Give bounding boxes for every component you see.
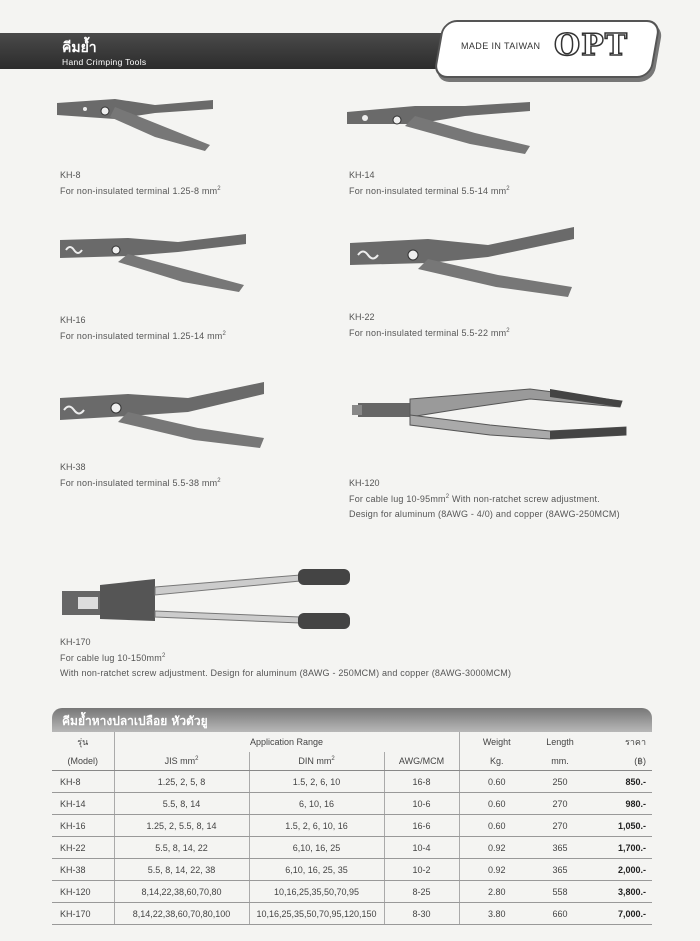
table-row bbox=[52, 859, 652, 881]
table-row bbox=[52, 793, 652, 815]
table-title: คีมย้ำหางปลาเปลือย หัวตัวยู bbox=[62, 714, 208, 728]
product-kh-38 bbox=[60, 460, 221, 491]
product-kh-170 bbox=[60, 635, 511, 681]
cell-length: 270 bbox=[534, 815, 586, 837]
cell-din: 6,10, 16, 25, 35 bbox=[249, 859, 384, 881]
table-row bbox=[52, 881, 652, 903]
table-row bbox=[52, 771, 652, 793]
product-kh-16 bbox=[60, 313, 226, 344]
cell-awg: 10-4 bbox=[384, 837, 459, 859]
cell-awg: 16-6 bbox=[384, 815, 459, 837]
cell-price: 3,800.- bbox=[586, 881, 652, 903]
cell-awg: 10-2 bbox=[384, 859, 459, 881]
cell-price: 1,700.- bbox=[586, 837, 652, 859]
cell-weight: 0.92 bbox=[459, 837, 534, 859]
cell-awg: 16-8 bbox=[384, 771, 459, 793]
product-description-line2: With non-ratchet screw adjustment. Design for aluminum (8AWG - 250MCM) and copper (8AWG-3000MCM) bbox=[60, 668, 512, 678]
col-header-model-th: รุ่น bbox=[77, 737, 89, 747]
table-row bbox=[52, 837, 652, 859]
cell-din: 1.5, 2, 6, 10, 16 bbox=[249, 815, 384, 837]
product-model: KH-170 bbox=[60, 637, 91, 647]
cell-model: KH-38 bbox=[52, 859, 114, 881]
kh-8-tool-image bbox=[55, 95, 220, 155]
col-header-price-unit: (฿) bbox=[586, 752, 652, 771]
cell-length: 250 bbox=[534, 771, 586, 793]
cell-awg: 8-25 bbox=[384, 881, 459, 903]
product-kh-8 bbox=[60, 168, 221, 199]
cell-length: 365 bbox=[534, 859, 586, 881]
cell-din: 10,16,25,35,50,70,95,120,150 bbox=[249, 903, 384, 925]
product-model: KH-8 bbox=[60, 170, 81, 180]
col-header-awg: AWG/MCM bbox=[384, 752, 459, 771]
kh-38-tool-image bbox=[58, 380, 268, 450]
col-header-application-range: Application Range bbox=[114, 732, 459, 752]
product-description-line2: Design for aluminum (8AWG - 4/0) and copper (8AWG-250MCM) bbox=[349, 509, 620, 519]
cell-length: 558 bbox=[534, 881, 586, 903]
cell-model: KH-120 bbox=[52, 881, 114, 903]
kh-170-tool-image bbox=[60, 565, 355, 635]
product-description: For non-insulated terminal 5.5-22 $mm^2$ bbox=[349, 328, 510, 338]
product-description: For non-insulated terminal 1.25-14 $mm^2$ bbox=[60, 331, 227, 341]
cell-din: 10,16,25,35,50,70,95 bbox=[249, 881, 384, 903]
cell-weight: 3.80 bbox=[459, 903, 534, 925]
cell-model: KH-170 bbox=[52, 903, 114, 925]
col-header-jis: JIS $mm^2$ bbox=[114, 752, 249, 771]
product-model: KH-38 bbox=[60, 462, 86, 472]
brand-logo: OPT bbox=[554, 28, 629, 63]
cell-jis: 1.25, 2, 5.5, 8, 14 bbox=[114, 815, 249, 837]
cell-model: KH-22 bbox=[52, 837, 114, 859]
cell-price: 2,000.- bbox=[586, 859, 652, 881]
product-description: For cable lug $10-150mm^2$ bbox=[60, 653, 166, 663]
cell-jis: 5.5, 8, 14, 22 bbox=[114, 837, 249, 859]
col-header-din: DIN $mm^2$ bbox=[249, 752, 384, 771]
cell-awg: 10-6 bbox=[384, 793, 459, 815]
cell-awg: 8-30 bbox=[384, 903, 459, 925]
page-title-thai: คีมย้ำ bbox=[62, 40, 97, 56]
product-model: KH-22 bbox=[349, 312, 375, 322]
product-model: KH-16 bbox=[60, 315, 86, 325]
cell-jis: 8,14,22,38,60,70,80 bbox=[114, 881, 249, 903]
cell-weight: 0.60 bbox=[459, 815, 534, 837]
product-description: For non-insulated terminal 5.5-38 $mm^2$ bbox=[60, 478, 221, 488]
spec-table bbox=[52, 732, 652, 925]
product-description: For non-insulated terminal 1.25-8 $mm^2$ bbox=[60, 186, 221, 196]
cell-price: 1,050.- bbox=[586, 815, 652, 837]
cell-model: KH-16 bbox=[52, 815, 114, 837]
cell-price: 850.- bbox=[586, 771, 652, 793]
cell-jis: 1.25, 2, 5, 8 bbox=[114, 771, 249, 793]
col-header-weight: Weight bbox=[459, 732, 534, 752]
product-kh-120 bbox=[349, 476, 620, 522]
table-row bbox=[52, 815, 652, 837]
product-description: For cable lug $10-95mm^2$ With non-ratchet screw adjustment. bbox=[349, 494, 600, 504]
col-header-length: Length bbox=[546, 737, 574, 747]
cell-weight: 0.60 bbox=[459, 793, 534, 815]
product-description: For non-insulated terminal 5.5-14 $mm^2$ bbox=[349, 186, 510, 196]
cell-price: 980.- bbox=[586, 793, 652, 815]
page-title-english: Hand Crimping Tools bbox=[62, 57, 147, 67]
product-model: KH-14 bbox=[349, 170, 375, 180]
cell-length: 270 bbox=[534, 793, 586, 815]
col-header-weight-unit: Kg. bbox=[459, 752, 534, 771]
cell-din: 1.5, 2, 6, 10 bbox=[249, 771, 384, 793]
col-header-model-en: (Model) bbox=[52, 752, 114, 771]
kh-16-tool-image bbox=[58, 230, 248, 295]
cell-jis: 8,14,22,38,60,70,80,100 bbox=[114, 903, 249, 925]
kh-120-tool-image bbox=[350, 385, 630, 445]
cell-weight: 0.92 bbox=[459, 859, 534, 881]
product-kh-22 bbox=[349, 310, 510, 341]
cell-length: 660 bbox=[534, 903, 586, 925]
cell-jis: 5.5, 8, 14, 22, 38 bbox=[114, 859, 249, 881]
kh-22-tool-image bbox=[348, 225, 578, 300]
cell-din: 6,10, 16, 25 bbox=[249, 837, 384, 859]
cell-weight: 2.80 bbox=[459, 881, 534, 903]
table-row bbox=[52, 903, 652, 925]
cell-model: KH-8 bbox=[52, 771, 114, 793]
cell-model: KH-14 bbox=[52, 793, 114, 815]
kh-14-tool-image bbox=[345, 98, 535, 158]
col-header-length-unit: mm. bbox=[534, 752, 586, 771]
cell-weight: 0.60 bbox=[459, 771, 534, 793]
cell-din: 6, 10, 16 bbox=[249, 793, 384, 815]
made-in-label: MADE IN TAIWAN bbox=[461, 41, 541, 51]
cell-length: 365 bbox=[534, 837, 586, 859]
col-header-price: ราคา bbox=[625, 737, 646, 747]
product-kh-14 bbox=[349, 168, 510, 199]
product-model: KH-120 bbox=[349, 478, 380, 488]
cell-price: 7,000.- bbox=[586, 903, 652, 925]
cell-jis: 5.5, 8, 14 bbox=[114, 793, 249, 815]
